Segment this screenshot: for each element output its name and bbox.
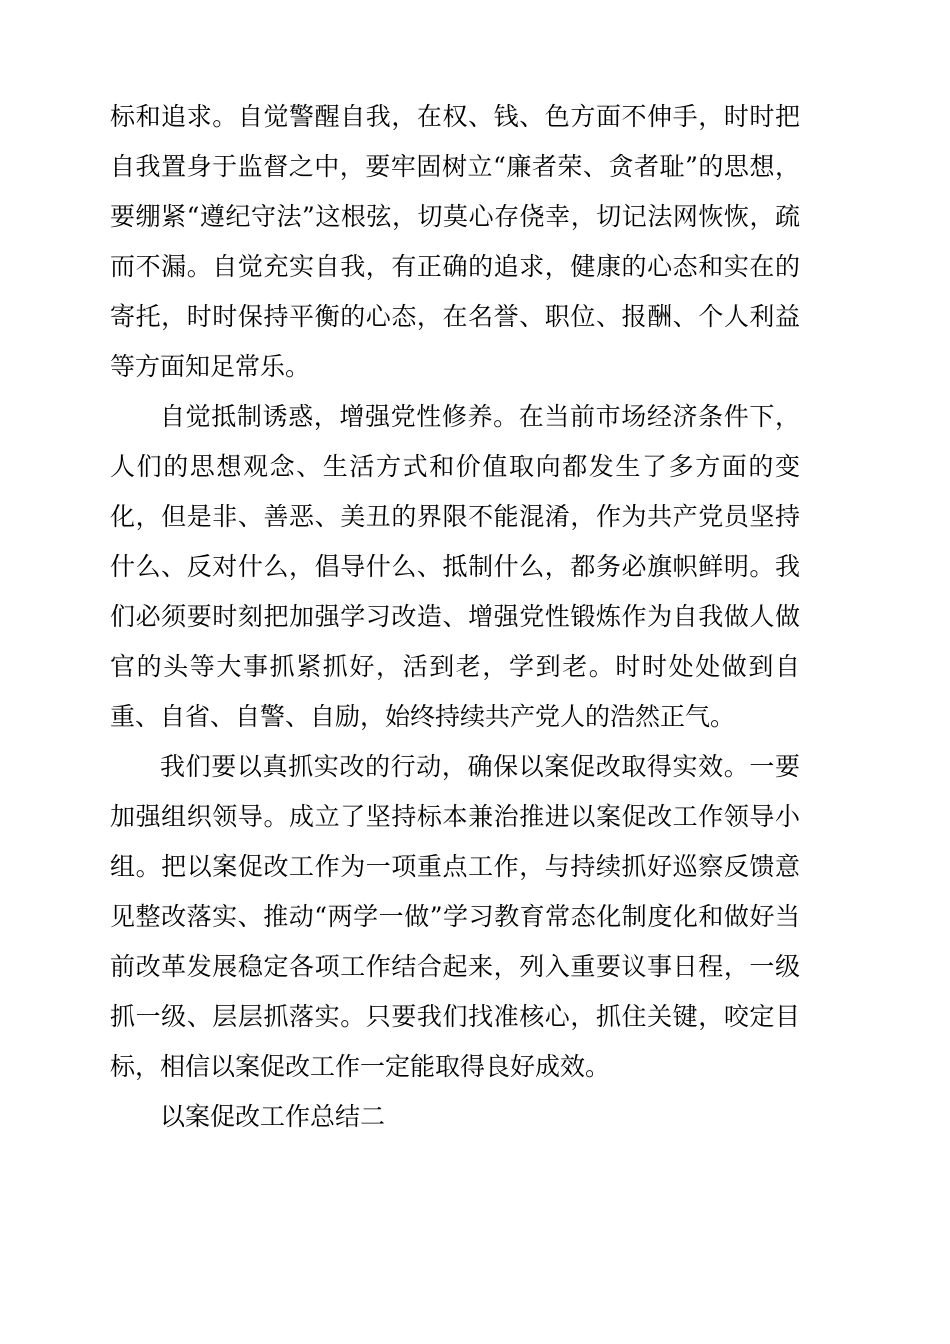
paragraph-continuation: 标和追求。自觉警醒自我，在权、钱、色方面不伸手，时时把自我置身于监督之中，要牢固树立“廉者荣、贪者耻”的思想，要绷紧“遵纪守法”这根弦，切莫心存侥幸，切记法网恢恢，疏而不漏。自觉充实自我，有正确的追求，健康的心态和实在的寄托，时时保持平衡的心态，在名誉、职位、报酬、个人利益等方面知足常乐。 <box>110 102 800 381</box>
paragraph-party-spirit: 自觉抵制诱惑，增强党性修养。在当前市场经济条件下，人们的思想观念、生活方式和价值取向都发生了多方面的变化，但是非、善恶、美丑的界限不能混淆，作为共产党员坚持什么、反对什么，倡导什么、抵制什么，都务必旗帜鲜明。我们必须要时刻把加强学习改造、增强党性锻炼作为自我做人做官的头等大事抓紧抓好，活到老，学到老。时时处处做到自重、自省、自警、自励，始终持续共产党人的浩然正气。 <box>110 402 800 731</box>
section-heading: 以案促改工作总结二 <box>160 1102 386 1131</box>
paragraph-implementation: 我们要以真抓实改的行动，确保以案促改取得实效。一要加强组织领导。成立了坚持标本兼治推进以案促改工作领导小组。把以案促改工作为一项重点工作，与持续抓好巡察反馈意见整改落实、推动“两学一做”学习教育常态化制度化和做好当前改革发展稳定各项工作结合起来，列入重要议事日程，一级抓一级、层层抓落实。只要我们找准核心，抓住关键，咬定目标，相信以案促改工作一定能取得良好成效。 <box>110 752 800 1081</box>
document-body <box>110 92 800 1142</box>
